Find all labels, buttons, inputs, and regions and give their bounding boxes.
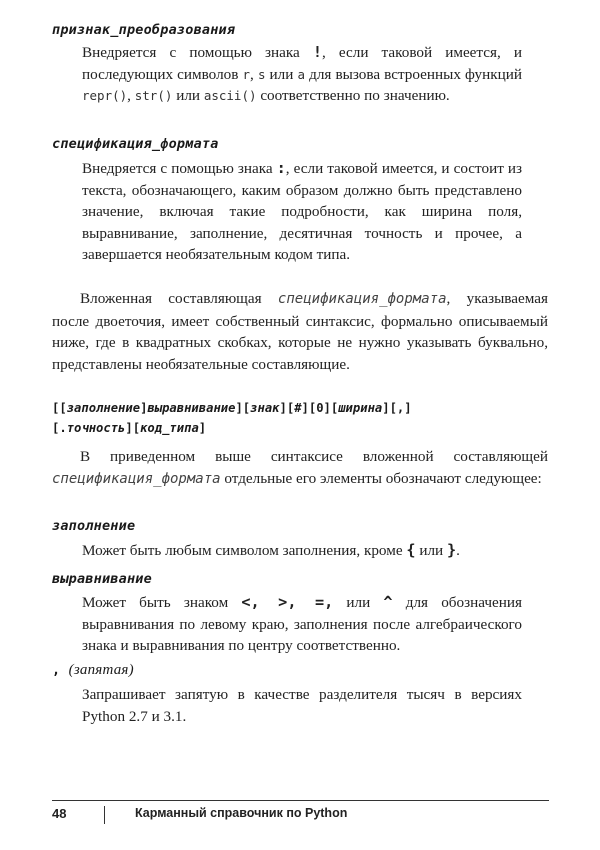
definition-conversion: Внедряется с помощью знака !, если таковой имеется, и последующих символов r, s или a для вызова встроенных функций repr(), str() или ascii() соответственно по значению.: [82, 43, 523, 104]
footer-divider: [104, 806, 105, 824]
book-title: Карманный справочник по Python: [135, 806, 348, 820]
definition-fill: Может быть любым символом заполнения, кроме { или }.: [82, 541, 460, 559]
page-number: 48: [52, 806, 67, 821]
term-comma: , (запятая): [52, 662, 134, 678]
footer-rule: [52, 800, 549, 801]
definition-align: Может быть знаком <, >, =, или ^ для обозначения выравнивания по левому краю, заполнения после алгебраического знака и выравнивания по центру соответственно.: [82, 593, 522, 654]
syntax-block: [[заполнение]выравнивание][знак][#][0][ширина][,] [.точность][код_типа]: [52, 401, 412, 435]
paragraph-nested-format: Вложенная составляющая спецификация_формата, указываемая после двоеточия, имеет собственный синтаксис, формально описываемый ниже, где в квадратных скобках, которые не нужно указывать буквально, представлены необязательные составляющие.: [52, 290, 548, 373]
definition-comma: Запрашивает запятую в качестве разделителя тысяч в версиях Python 2.7 и 3.1.: [82, 686, 522, 725]
term-format-spec: спецификация_формата: [52, 136, 219, 152]
paragraph-elements-intro: В приведенном выше синтаксисе вложенной составляющей спецификация_формата отдельные его элементы обозначают следующее:: [52, 448, 548, 487]
definition-format-spec: Внедряется с помощью знака :, если таковой имеется, и состоит из текста, обозначающего, каким образом должно быть представлено значение, включая такие подробности, как ширина поля, выравнивание, заполнение, десятичная точность и прочее, а завершается необязательным кодом типа.: [82, 159, 522, 263]
term-conversion: признак_преобразования: [52, 22, 236, 38]
term-fill: заполнение: [52, 518, 136, 534]
term-align: выравнивание: [52, 571, 152, 587]
